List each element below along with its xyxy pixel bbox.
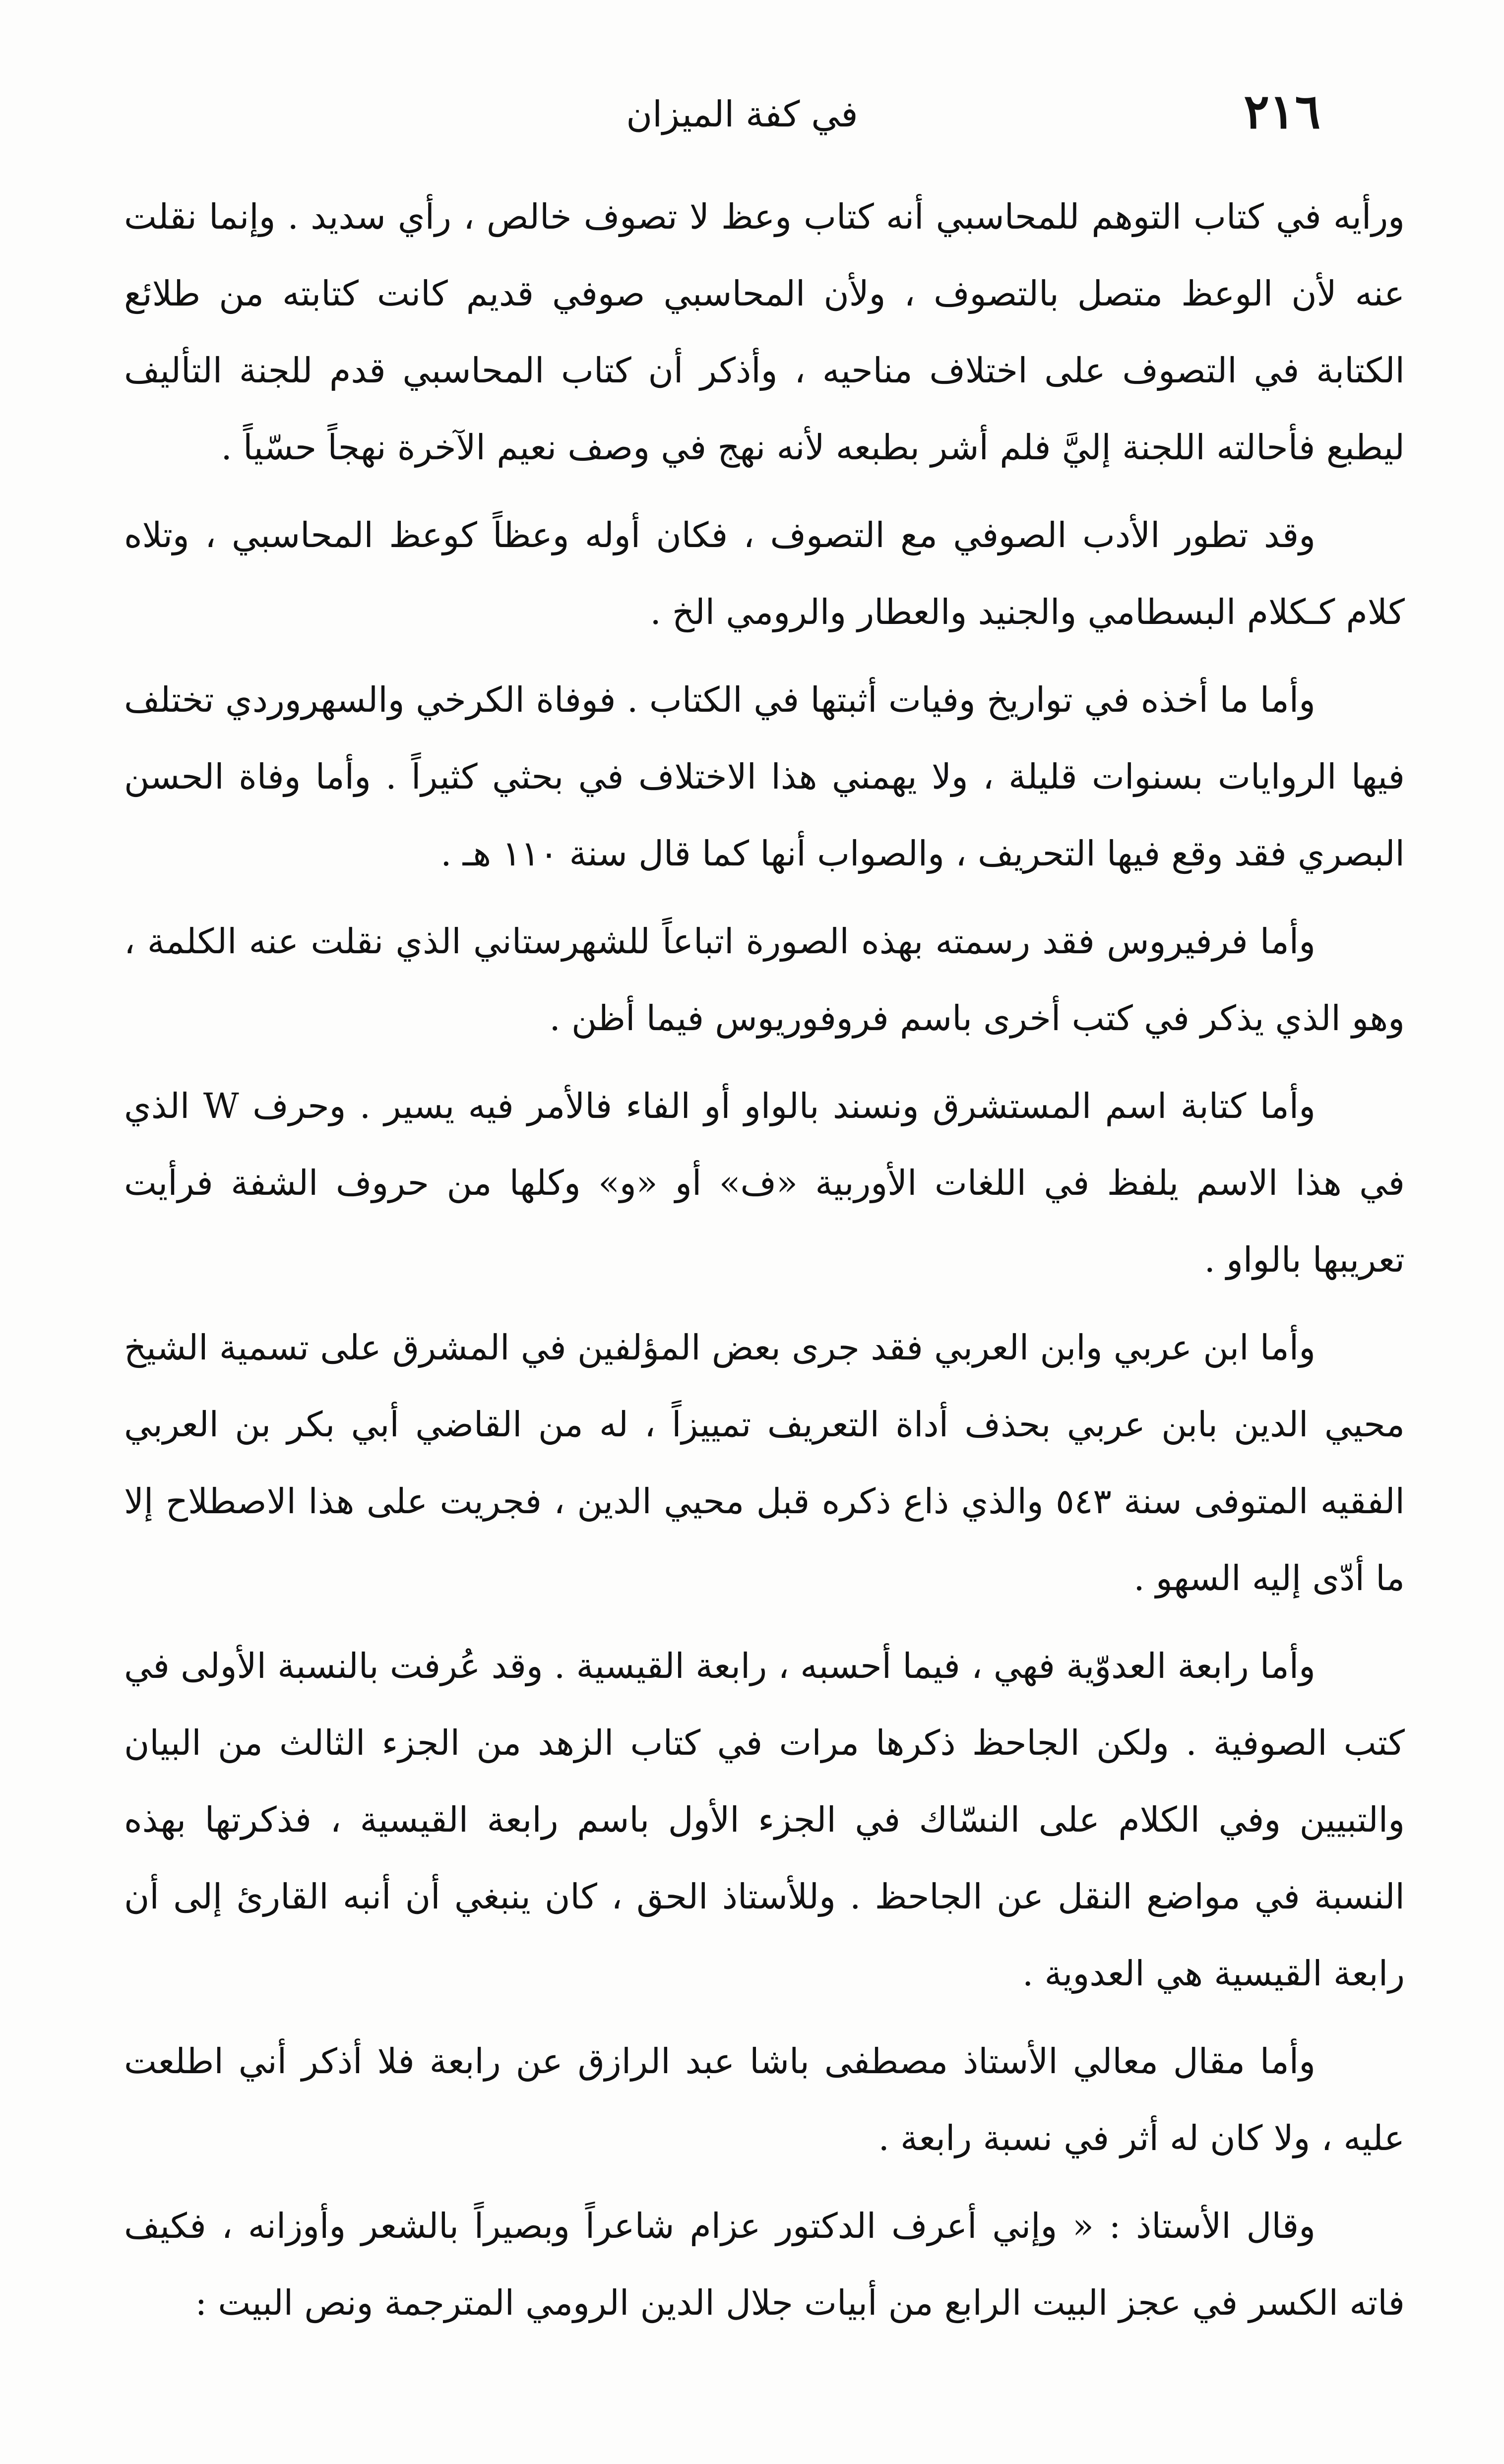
paragraph-rabia: وأما رابعة العدوّية فهي ، فيما أحسبه ، رابعة القيسية . وقد عُرفت بالنسبة الأولى في كتب الصوفية . ولكن الجاحظ ذكرها مرات في كتاب الزهد من الجزء الثالث من البيان والتبيين وفي الكلام على النسّاك في الجزء الأول باسم رابعة القيسية ، فذكرتها بهذه النسبة في مواضع النقل عن الجاحظ . وللأستاذ الحق ، كان ينبغي أن أنبه القارئ إلى أن رابعة القيسية هي العدوية . <box>124 1646 1405 1994</box>
paragraph-porphyry: وأما فرفيروس فقد رسمته بهذه الصورة اتباعاً للشهرستاني الذي نقلت عنه الكلمة ، وهو الذي يذكر في كتب أخرى باسم فروفوريوس فيما أظن . <box>124 921 1405 1039</box>
page-number: ٢١٦ <box>1244 83 1320 139</box>
paragraph-orientalist-name: وأما كتابة اسم المستشرق ونسند بالواو أو الفاء فالأمر فيه يسير . وحرف W الذي في هذا الاسم يلفظ في اللغات الأوربية «ف» أو «و» وكلها من حروف الشفة فرأيت تعريبها بالواو . <box>124 1086 1405 1280</box>
body-text <box>124 179 1405 2352</box>
paragraph-azzam-verse: وقال الأستاذ : « وإني أعرف الدكتور عزام شاعراً وبصيراً بالشعر وأوزانه ، فكيف فاته الكسر في عجز البيت الرابع من أبيات جلال الدين الرومي المترجمة ونص البيت : <box>124 2206 1405 2323</box>
paragraph-ibn-arabi: وأما ابن عربي وابن العربي فقد جرى بعض المؤلفين في المشرق على تسمية الشيخ محيي الدين بابن عربي بحذف أداة التعريف تمييزاً ، له من القاضي أبي بكر بن العربي الفقيه المتوفى سنة ٥٤٣ والذي ذاع ذكره قبل محيي الدين ، فجريت على هذا الاصطلاح إلا ما أدّى إليه السهو . <box>124 1327 1405 1599</box>
running-title: في كفة الميزان <box>626 93 858 135</box>
paragraph-death-dates: وأما ما أخذه في تواريخ وفيات أثبتها في الكتاب . فوفاة الكرخي والسهروردي تختلف فيها الروايات بسنوات قليلة ، ولا يهمني هذا الاختلاف في بحثي كثيراً . وأما وفاة الحسن البصري فقد وقع فيها التحريف ، والصواب أنها كما قال سنة ١١٠ هـ . <box>124 679 1405 874</box>
paragraph-mustafa-abdelraziq: وأما مقال معالي الأستاذ مصطفى باشا عبد الرازق عن رابعة فلا أذكر أني اطلعت عليه ، ولا كان له أثر في نسبة رابعة . <box>124 2041 1405 2158</box>
paragraph-mohasibi: ورأيه في كتاب التوهم للمحاسبي أنه كتاب وعظ لا تصوف خالص ، رأي سديد . وإنما نقلت عنه لأن الوعظ متصل بالتصوف ، ولأن المحاسبي صوفي قديم كانت كتابته من طلائع الكتابة في التصوف على اختلاف مناحيه ، وأذكر أن كتاب المحاسبي قدم للجنة التأليف ليطبع فأحالته اللجنة إليَّ فلم أشر بطبعه لأنه نهج في وصف نعيم الآخرة نهجاً حسّياً . <box>124 196 1405 468</box>
paragraph-sufi-literature: وقد تطور الأدب الصوفي مع التصوف ، فكان أوله وعظاً كوعظ المحاسبي ، وتلاه كلام كـكلام البسطامي والجنيد والعطار والرومي الخ . <box>124 515 1405 632</box>
page-header <box>164 79 1320 154</box>
